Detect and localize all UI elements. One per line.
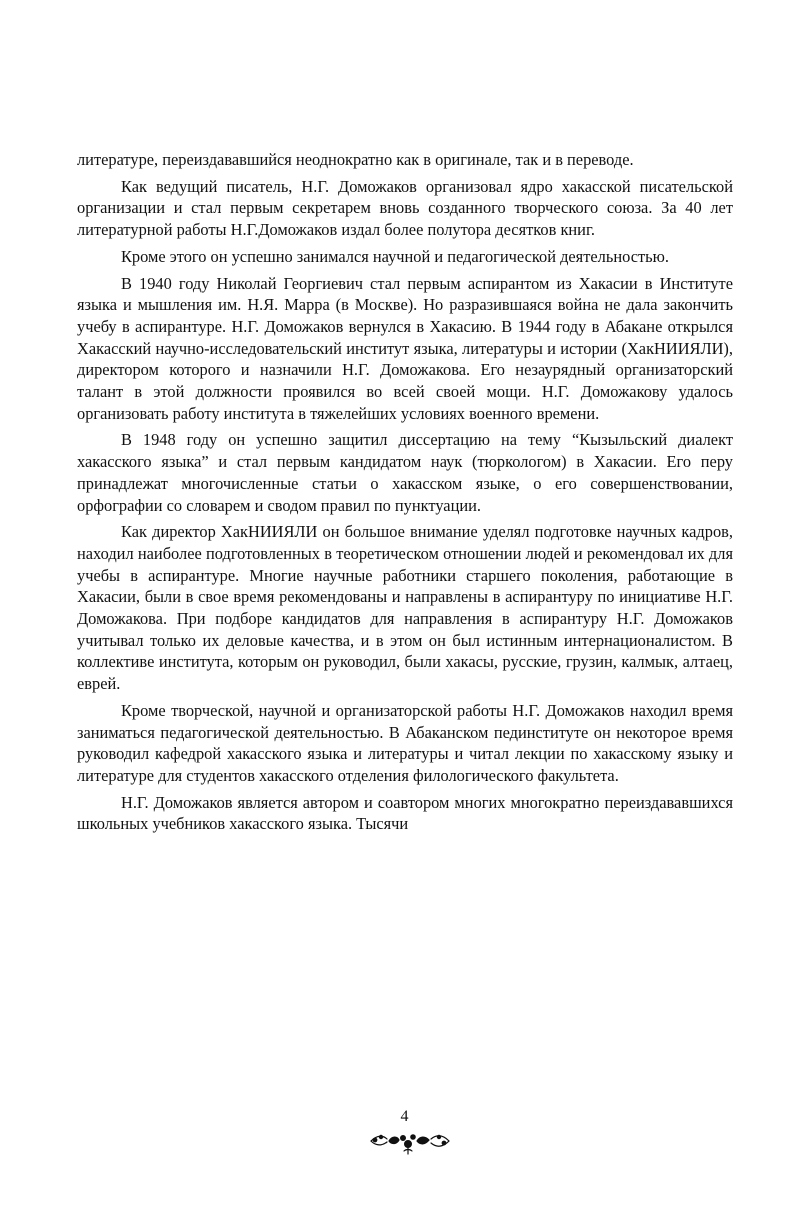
body-text <box>77 149 733 840</box>
page-number: 4 <box>400 1108 409 1125</box>
paragraph-2: Как ведущий писатель, Н.Г. Доможаков организовал ядро хакасской писательской организации и стал первым секретарем вновь созданного творческого союза. За 40 лет литературной работы Н.Г.Доможаков издал более полутора десятков книг. <box>77 176 733 240</box>
paragraph-7: Кроме творческой, научной и организаторской работы Н.Г. Доможаков находил время заниматься педагогической деятельностью. В Абаканском пединституте он некоторое время руководил кафедрой хакасского языка и литературы и читал лекции по хакасскому языку и литературе для студентов хакасского отделения филологического факультета. <box>77 700 733 785</box>
paragraph-4: В 1940 году Николай Георгиевич стал первым аспирантом из Хакасии в Институте языка и мышления им. Н.Я. Марра (в Москве). Но разразившаяся война не дала закончить учебу в аспирантуре. Н.Г. Доможаков вернулся в Хакасию. В 1944 году в Абакане открылся Хакасский научно-исследовательский институт языка, литературы и истории (ХакНИИЯЛИ), директором которого и назначили Н.Г. Доможакова. Его незаурядный организаторский талант в этой должности проявился во всей своей мощи. Н.Г. Доможакову удалось организовать работу института в тяжелейших условиях военного времени. <box>77 273 733 423</box>
paragraph-8: Н.Г. Доможаков является автором и соавтором многих многократно переиздававшихся школьных учебников хакасского языка. Тысячи <box>77 792 733 834</box>
paragraph-5: В 1948 году он успешно защитил диссертацию на тему “Кызыльский диалект хакасского языка” и стал первым кандидатом наук (тюркологом) в Хакасии. Его перу принадлежат многочисленные статьи о хакасском языке, о его совершенствовании, орфографии со словарем и сводом правил по пунктуации. <box>77 430 733 515</box>
paragraph-3: Кроме этого он успешно занимался научной и педагогической деятельностью. <box>121 246 669 266</box>
floral-ornament-icon <box>367 1125 453 1157</box>
paragraph-6: Как директор ХакНИИЯЛИ он большое внимание уделял подготовке научных кадров, находил наиболее подготовленных в теоретическом отношении людей и рекомендовал их для учебы в аспирантуре. Многие научные работники старшего поколения, работающие в Хакасии, были в свое время рекомендованы и направлены в аспирантуру по инициативе Н.Г. Доможакова. При подборе кандидатов для направления в аспирантуру Н.Г. Доможаков учитывал только их деловые качества, и в этом он был истинным интернационалистом. В коллективе института, которым он руководил, были хакасы, русские, грузин, калмык, алтаец, еврей. <box>77 522 733 694</box>
paragraph-1: литературе, переиздававшийся неоднократно как в оригинале, так и в переводе. <box>77 150 634 169</box>
